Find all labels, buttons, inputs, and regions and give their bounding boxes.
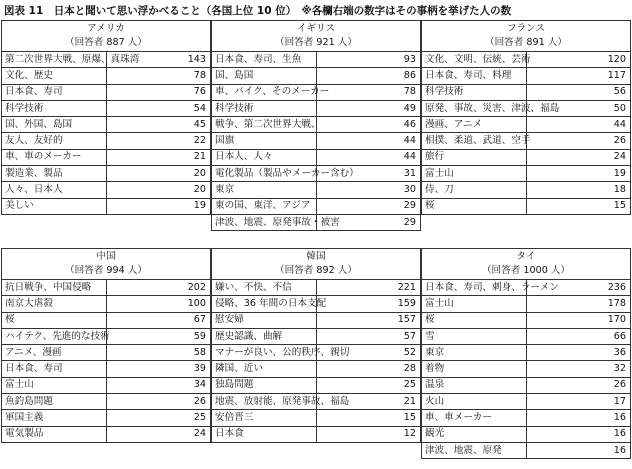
table-row: 人々、日本人 20 <box>2 182 211 198</box>
table-row: 日本食 12 <box>212 426 421 442</box>
table-row: 相撲、柔道、武道、空手 26 <box>422 133 631 149</box>
table-row: 文化、歴史 78 <box>2 68 211 84</box>
respondent-count: （回答者 1000 人） <box>481 265 571 276</box>
header-france <box>422 21 631 52</box>
table-row: 富士山 34 <box>2 377 211 393</box>
country-name: アメリカ <box>87 23 125 34</box>
table-row: 東の国、東洋、アジア 29 <box>212 198 421 214</box>
table-row: 慰安婦 157 <box>212 312 421 328</box>
table-row: 文化、文明、伝統、芸術 120 <box>422 52 631 68</box>
country-name: 韓国 <box>306 251 326 262</box>
respondent-count: （回答者 994 人） <box>65 265 147 276</box>
header-korea <box>212 249 421 280</box>
table-row: 桜 67 <box>2 312 211 328</box>
country-name: イギリス <box>296 23 336 34</box>
table-row: 科学技術 49 <box>212 100 421 116</box>
table-row: 友人、友好的 22 <box>2 133 211 149</box>
table-row: 雪 66 <box>422 328 631 344</box>
table-row: 津波、地震、原発事故・被害 29 <box>212 214 421 230</box>
table-row-empty <box>2 214 211 230</box>
table-row: 桜 15 <box>422 198 631 214</box>
table-row: 着物 32 <box>422 361 631 377</box>
table-uk <box>211 20 421 231</box>
panel-uk <box>211 20 421 231</box>
country-name: 中国 <box>96 251 116 262</box>
respondent-count: （回答者 891 人） <box>485 37 567 48</box>
table-row: 日本人、人々 44 <box>212 149 421 165</box>
table-china <box>1 248 211 458</box>
table-thailand <box>421 248 631 459</box>
country-name: フランス <box>506 23 546 34</box>
table-korea <box>211 248 421 458</box>
respondent-count: （回答者 921 人） <box>275 37 357 48</box>
table-row: 美しい 19 <box>2 198 211 214</box>
header-uk <box>212 21 421 52</box>
table-row: 漫画、アニメ 44 <box>422 117 631 133</box>
table-row: 火山 17 <box>422 394 631 410</box>
table-row: 日本食、寿司 39 <box>2 361 211 377</box>
table-row: 歴史認識、曲解 57 <box>212 328 421 344</box>
table-row: 車、車のメーカー 21 <box>2 149 211 165</box>
respondent-count: （回答者 887 人） <box>65 37 147 48</box>
respondent-count: （回答者 892 人） <box>275 265 357 276</box>
table-row: 侍、刀 18 <box>422 182 631 198</box>
table-row: 日本食、寿司 76 <box>2 84 211 100</box>
table-row: 南京大虐殺 100 <box>2 296 211 312</box>
table-row: 抗日戦争、中国侵略 202 <box>2 280 211 296</box>
table-row: 観光 16 <box>422 426 631 442</box>
table-row: ハイテク、先進的な技術 59 <box>2 328 211 344</box>
table-row: 東京 36 <box>422 345 631 361</box>
figure-title: 図表 11 日本と聞いて思い浮かべること（各国上位 10 位） ※各欄右端の数字はその事柄を挙げた人の数 <box>4 5 512 17</box>
table-row: 地震、放射能、原発事故、福島 21 <box>212 394 421 410</box>
table-row: 製造業、製品 20 <box>2 166 211 182</box>
table-row: 科学技術 54 <box>2 100 211 116</box>
table-row: 安倍晋三 15 <box>212 410 421 426</box>
table-row: 国旗 44 <box>212 133 421 149</box>
table-row: 嫌い、不快、不信 221 <box>212 280 421 296</box>
table-row: 桜 170 <box>422 312 631 328</box>
bottom-row-panels <box>1 248 631 459</box>
table-row: 電気製品 24 <box>2 426 211 442</box>
panel-thailand <box>421 248 631 459</box>
table-row: 日本食、寿司、料理 117 <box>422 68 631 84</box>
table-row: 隣国、近い 28 <box>212 361 421 377</box>
table-row: 原発、事故、災害、津波、福島 50 <box>422 100 631 116</box>
table-row: 旅行 24 <box>422 149 631 165</box>
table-row: 国、島国 86 <box>212 68 421 84</box>
table-row: 第二次世界大戦、原爆、真珠湾 143 <box>2 52 211 68</box>
table-row: 国、外国、島国 45 <box>2 117 211 133</box>
table-row: アニメ、漫画 58 <box>2 345 211 361</box>
table-row: 富士山 19 <box>422 166 631 182</box>
header-thailand <box>422 249 631 280</box>
table-row: マナーが良い、公的秩序、親切 52 <box>212 345 421 361</box>
table-row: 電化製品（製品やメーカー含む） 31 <box>212 166 421 182</box>
panel-china <box>1 248 211 459</box>
table-row: 日本食、寿司、刺身、ラーメン 236 <box>422 280 631 296</box>
top-row-panels <box>1 20 631 231</box>
header-usa <box>2 21 211 52</box>
table-row: 独島問題 25 <box>212 377 421 393</box>
table-row: 戦争、第二次世界大戦、 46 <box>212 117 421 133</box>
table-row: 科学技術 56 <box>422 84 631 100</box>
panel-france <box>421 20 631 231</box>
table-row: 軍国主義 25 <box>2 410 211 426</box>
table-row: 侵略、36 年間の日本支配 159 <box>212 296 421 312</box>
table-row: 東京 30 <box>212 182 421 198</box>
table-row-empty <box>2 442 211 458</box>
panel-usa <box>1 20 211 231</box>
table-row-empty <box>422 214 631 230</box>
table-row-empty <box>212 442 421 458</box>
table-row: 車、バイク、そのメーカー 78 <box>212 84 421 100</box>
panel-korea <box>211 248 421 459</box>
table-row: 温泉 26 <box>422 377 631 393</box>
table-row: 車、車メーカー 16 <box>422 410 631 426</box>
header-china <box>2 249 211 280</box>
table-france <box>421 20 631 230</box>
country-name: タイ <box>516 251 536 262</box>
table-row: 日本食、寿司、生魚 93 <box>212 52 421 68</box>
table-row: 津波、地震、原発 16 <box>422 442 631 458</box>
table-usa <box>1 20 211 230</box>
table-row: 魚釣島問題 26 <box>2 394 211 410</box>
table-row: 富士山 178 <box>422 296 631 312</box>
